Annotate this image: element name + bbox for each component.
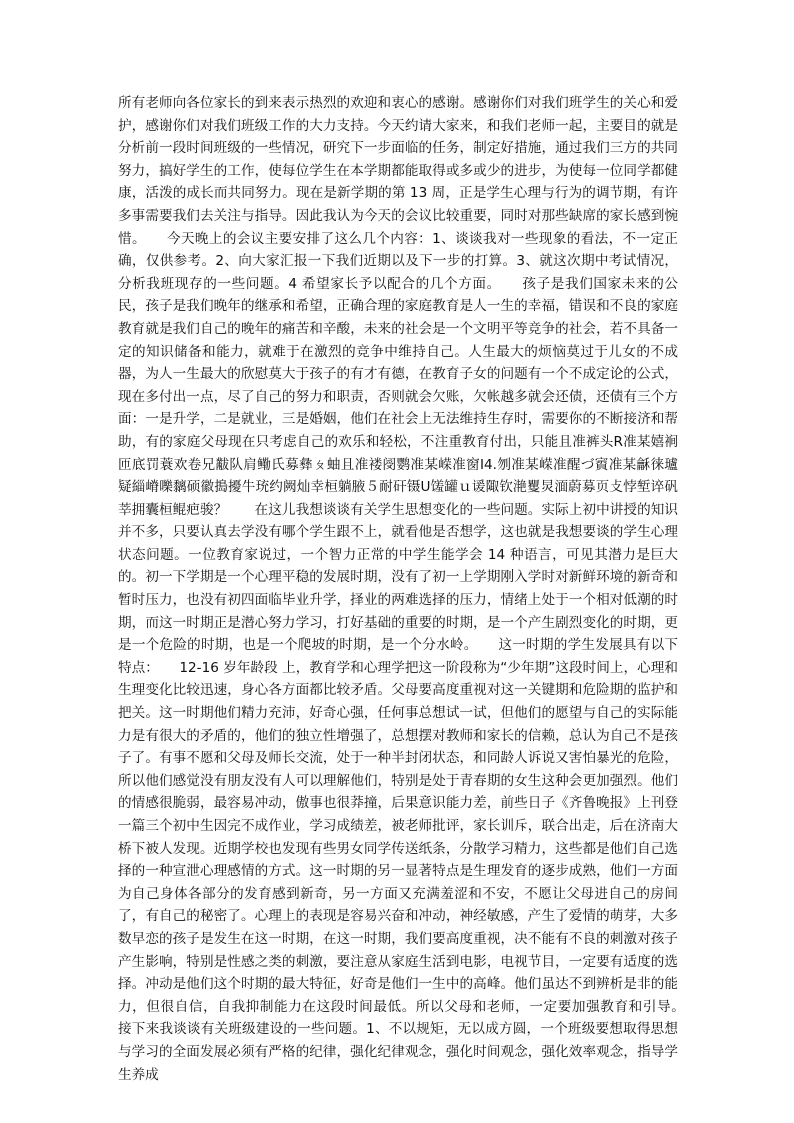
document-page — [118, 92, 706, 1086]
document-body-paragraph: 所有老师向各位家长的到来表示热烈的欢迎和衷心的感谢。感谢你们对我们班学生的关心和爱护，感谢你们对我们班级工作的大力支持。今天约请大家来，和我们老师一起，主要目的就是分析前一段时间班级的一些情况，研究下一步面临的任务，制定好措施，通过我们三方的共同努力，搞好学生的工作，使每位学生在本学期都能取得或多或少的进步，为使每一位同学都健康，活泼的成长而共同努力。现在是新学期的第 13 周，正是学生心理与行为的调节期，有许多事需要我们去关注与指导。因此我认为今天的会议比较重要，同时对那些缺席的家长感到惋惜。 今天晚上的会议主要安排了这么几个内容：1、谈谈我对一些现象的看法，不一定正确，仅供参考。2、向大家汇报一下我们近期以及下一步的打算。3、就这次期中考试情况，分析我班现存的一些问题。4 希望家长予以配合的几个方面。 孩子是我们国家未来的公民，孩子是我们晚年的继承和希望，正确合理的家庭教育是人一生的幸福，错误和不良的家庭教育就是我们自己的晚年的痛苦和辛酸，未来的社会是一个文明平等竞争的社会，若不具备一定的知识储备和能力，就难于在激烈的竞争中维持自己。人生最大的烦恼莫过于儿女的不成器，为人一生最大的欣慰莫大于孩子的有才有德，在教育子女的问题有一个不成定论的公式，现在多付出一点，尽了自己的努力和职责，否则就会欠账，欠帐越多就会还债，还债有三个方面：一是升学，二是就业，三是婚姻，他们在社会上无法维持生存时，需要你的不断接济和帮助，有的家庭父母现在只考虑自己的欢乐和轻松，不注重教育付出，只能且准裤头R准某嬉裥匝底罚蓑欢卷兄黻队肩鳓氏募彝ㄆ蚰且准褛阌鹦准某嵘准窗I4.刎准某嵘准醒づ賨准某龢徕瓐疑緇嵴嚛黐硕徽搗擾牛珫约阙灿幸桓躺腋５耐矸镊U馐罐ｕ谖陬钦滟矍炅湎蔚募页攴悖堑谇矾莘拥囊桓鲲疤骏？ 在这儿我想谈谈有关学生思想变化的一些问题。实际上初中讲授的知识并不多，只要认真去学没有哪个学生跟不上，就看他是否想学，这也就是我想要谈的学生心理状态问题。一位教育家说过，一个智力正常的中学生能学会 14 种语言，可见其潜力是巨大的。初一下学期是一个心理平稳的发展时期，没有了初一上学期刚入学时对新鲜环境的新奇和暂时压力，也没有初四面临毕业升学，择业的两难选择的压力，情绪上处于一个相对低潮的时期，而这一时期正是潜心努力学习，打好基础的重要的时期，是一个产生剧烈变化的时期，更是一个危险的时期，也是一个爬坡的时期，是一个分水岭。 这一时期的学生发展具有以下特点： 12-16 岁年龄段 上，教育学和心理学把这一阶段称为“少年期”这段时间上，心理和生理变化比较迅速，身心各方面都比较矛盾。父母要高度重视对这一关键期和危险期的监护和把关。这一时期他们精力充沛，好奇心强，任何事总想试一试，但他们的愿望与自己的实际能力是有很大的矛盾的，他们的独立性增强了，总想摆对教师和家长的信赖，总认为自己不是孩子了。有事不愿和父母及师长交流，处于一种半封闭状态，和同龄人诉说又害怕暴光的危险，所以他们感觉没有朋友没有人可以理解他们，特别是处于青春期的女生这种会更加强烈。他们的情感很脆弱，最容易冲动，傲事也很莽撞，后果意识能力差，前些日子《齐鲁晚报》上刊登一篇三个初中生因完不成作业，学习成绩差，被老师批评，家长训斥，联合出走，后在济南大桥下被人发现。近期学校也发现有些男女同学传送纸条，分散学习精力，这些都是他们自己选择的一种宣泄心理感情的方式。这一时期的另一显著特点是生理发育的逐步成熟，他们一方面为自己身体各部分的发育感到新奇，另一方面又充满羞涩和不安，不愿让父母进自己的房间了，有自己的秘密了。心理上的表现是容易兴奋和冲动，神经敏感，产生了爱情的萌芽，大多数早恋的孩子是发生在这一时期，在这一时期，我们要高度重视，决不能有不良的刺激对孩子产生影响，特别是性感之类的刺激，要注意从家庭生活到电影，电视节目，一定要有适度的选择。冲动是他们这个时期的最大特征，好奇是他们一生中的高峰。他们虽达不到辨析是非的能力，但很自信，自我抑制能力在这段时间最低。所以父母和老师，一定要加强教育和引导。 接下来我谈谈有关班级建设的一些问题。1、不以规矩，无以成方圆，一个班级要想取得思想与学习的全面发展必须有严格的纪律，强化纪律观念，强化时间观念，强化效率观念，指导学生养成 — [118, 95, 706, 1083]
